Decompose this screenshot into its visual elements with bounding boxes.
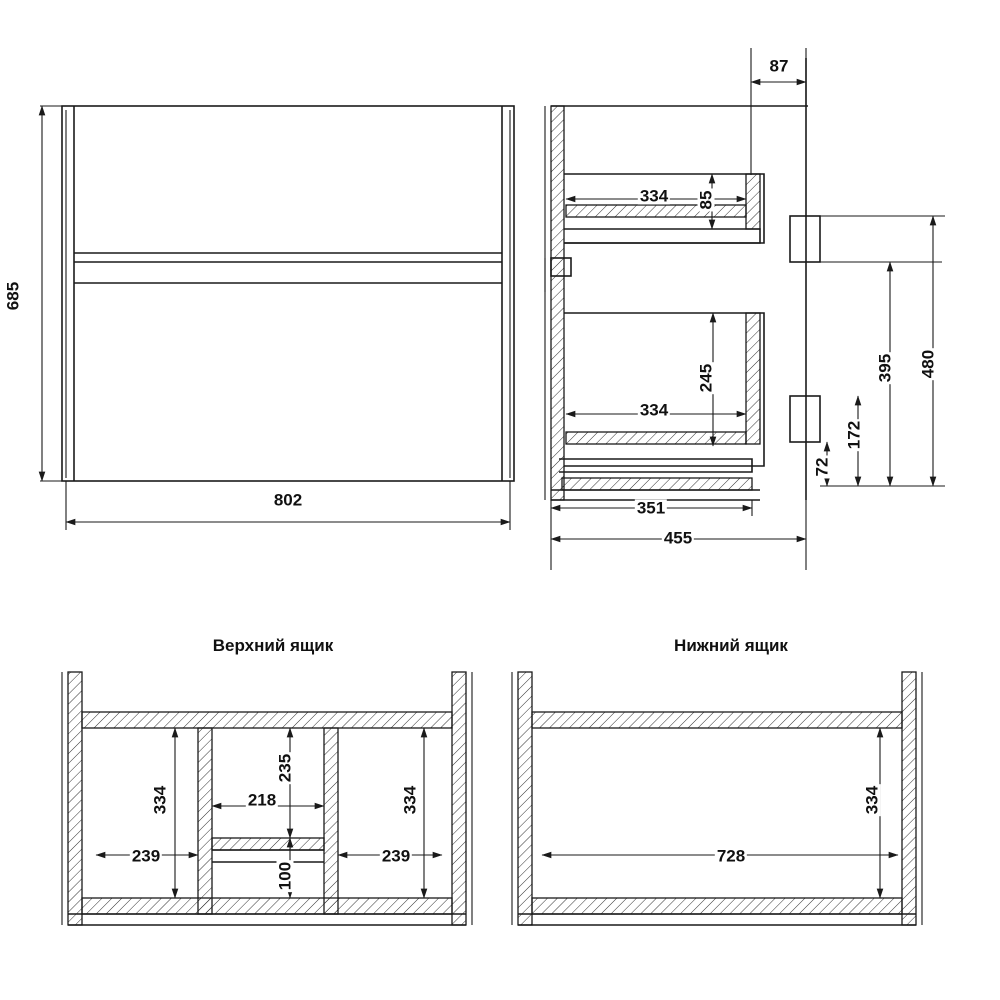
dim-front-height [40, 106, 62, 481]
lower-drawer-view [512, 672, 922, 925]
dim-label-upper-239-left: 239 [131, 846, 161, 866]
dim-label-upper-334-left: 334 [150, 785, 170, 815]
dim-label-lower-728: 728 [716, 846, 746, 866]
dim-label-334-upper: 334 [639, 186, 669, 206]
dim-label-334-lower: 334 [639, 400, 669, 420]
dim-label-upper-218: 218 [247, 790, 277, 810]
dim-label-upper-235: 235 [275, 753, 295, 783]
side-section-view [545, 58, 942, 500]
dim-label-upper-100: 100 [275, 861, 295, 891]
dim-label-455: 455 [663, 528, 693, 548]
dim-label-245: 245 [696, 363, 716, 393]
dim-label-351: 351 [636, 498, 666, 518]
dim-72 [820, 442, 945, 486]
dim-label-72: 72 [812, 457, 832, 477]
dim-label-lower-334: 334 [862, 785, 882, 815]
dim-label-172: 172 [844, 420, 864, 450]
dim-label-85: 85 [696, 190, 716, 210]
dim-label-802: 802 [273, 490, 303, 510]
dim-label-upper-334-right: 334 [400, 785, 420, 815]
dim-label-395: 395 [875, 353, 895, 383]
dim-label-upper-239-right: 239 [381, 846, 411, 866]
dim-label-87: 87 [769, 56, 789, 76]
dim-label-685: 685 [3, 281, 23, 311]
dim-label-480: 480 [918, 349, 938, 379]
lower-drawer-title: Нижний ящик [674, 636, 788, 655]
upper-drawer-title: Верхний ящик [212, 636, 334, 655]
front-view [62, 106, 514, 481]
